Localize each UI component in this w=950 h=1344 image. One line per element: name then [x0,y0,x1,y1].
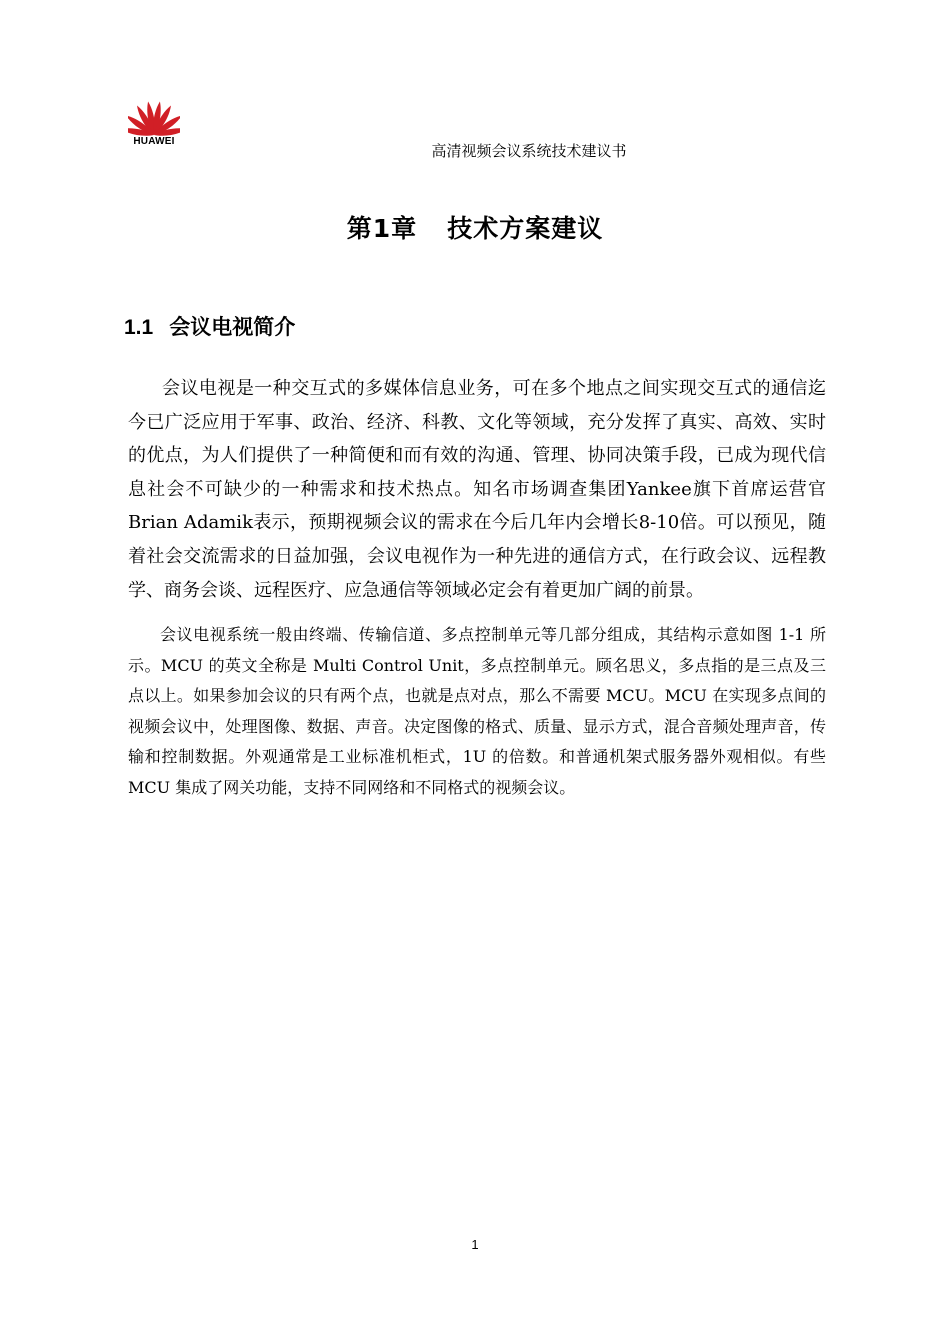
body-paragraph-1: 会议电视是一种交互式的多媒体信息业务，可在多个地点之间实现交互式的通信迄今已广泛应用于军事、政治、经济、科教、文化等领域，充分发挥了真实、高效、实时的优点，为人们提供了一种简便和而有效的沟通、管理、协同决策手段，已成为现代信息社会不可缺少的一种需求和技术热点。知名市场调查集团Yankee旗下首席运营官Brian Adamik表示，预期视频会议的需求在今后几年内会增长8-10倍。可以预见，随着社会交流需求的日益加强，会议电视作为一种先进的通信方式，在行政会议、远程教学、商务会谈、远程医疗、应急通信等领域必定会有着更加广阔的前景。 [128,378,826,601]
page-number: 1 [471,1237,479,1252]
chapter-number: 第1章 [346,214,418,243]
body-paragraph-2: 会议电视系统一般由终端、传输信道、多点控制单元等几部分组成，其结构示意如图 1-1 所示。MCU 的英文全称是 Multi Control Unit，多点控制单元。顾名思义，多点指的是三点及三点以上。如果参加会议的只有两个点，也就是点对点，那么不需要 MCU。MCU 在实现多点间的视频会议中，处理图像、数据、声音。决定图像的格式、质量、显示方式，混合音频处理声音，传输和控制数据。外观通常是工业标准机柜式，1U 的倍数。和普通机架式服务器外观相似。有些 MCU 集成了网关功能，支持不同网络和不同格式的视频会议。 [128,625,826,797]
header-divider [124,166,826,167]
section-heading [124,311,295,341]
document-title: 高清视频会议系统技术建议书 [431,142,627,160]
section-number: 1.1 [124,316,154,339]
chapter-name: 技术方案建议 [447,214,604,243]
huawei-petal-icon [128,98,180,138]
chapter-title [0,209,950,245]
section-name: 会议电视简介 [169,315,296,339]
logo-text: HUAWEI [133,136,175,147]
